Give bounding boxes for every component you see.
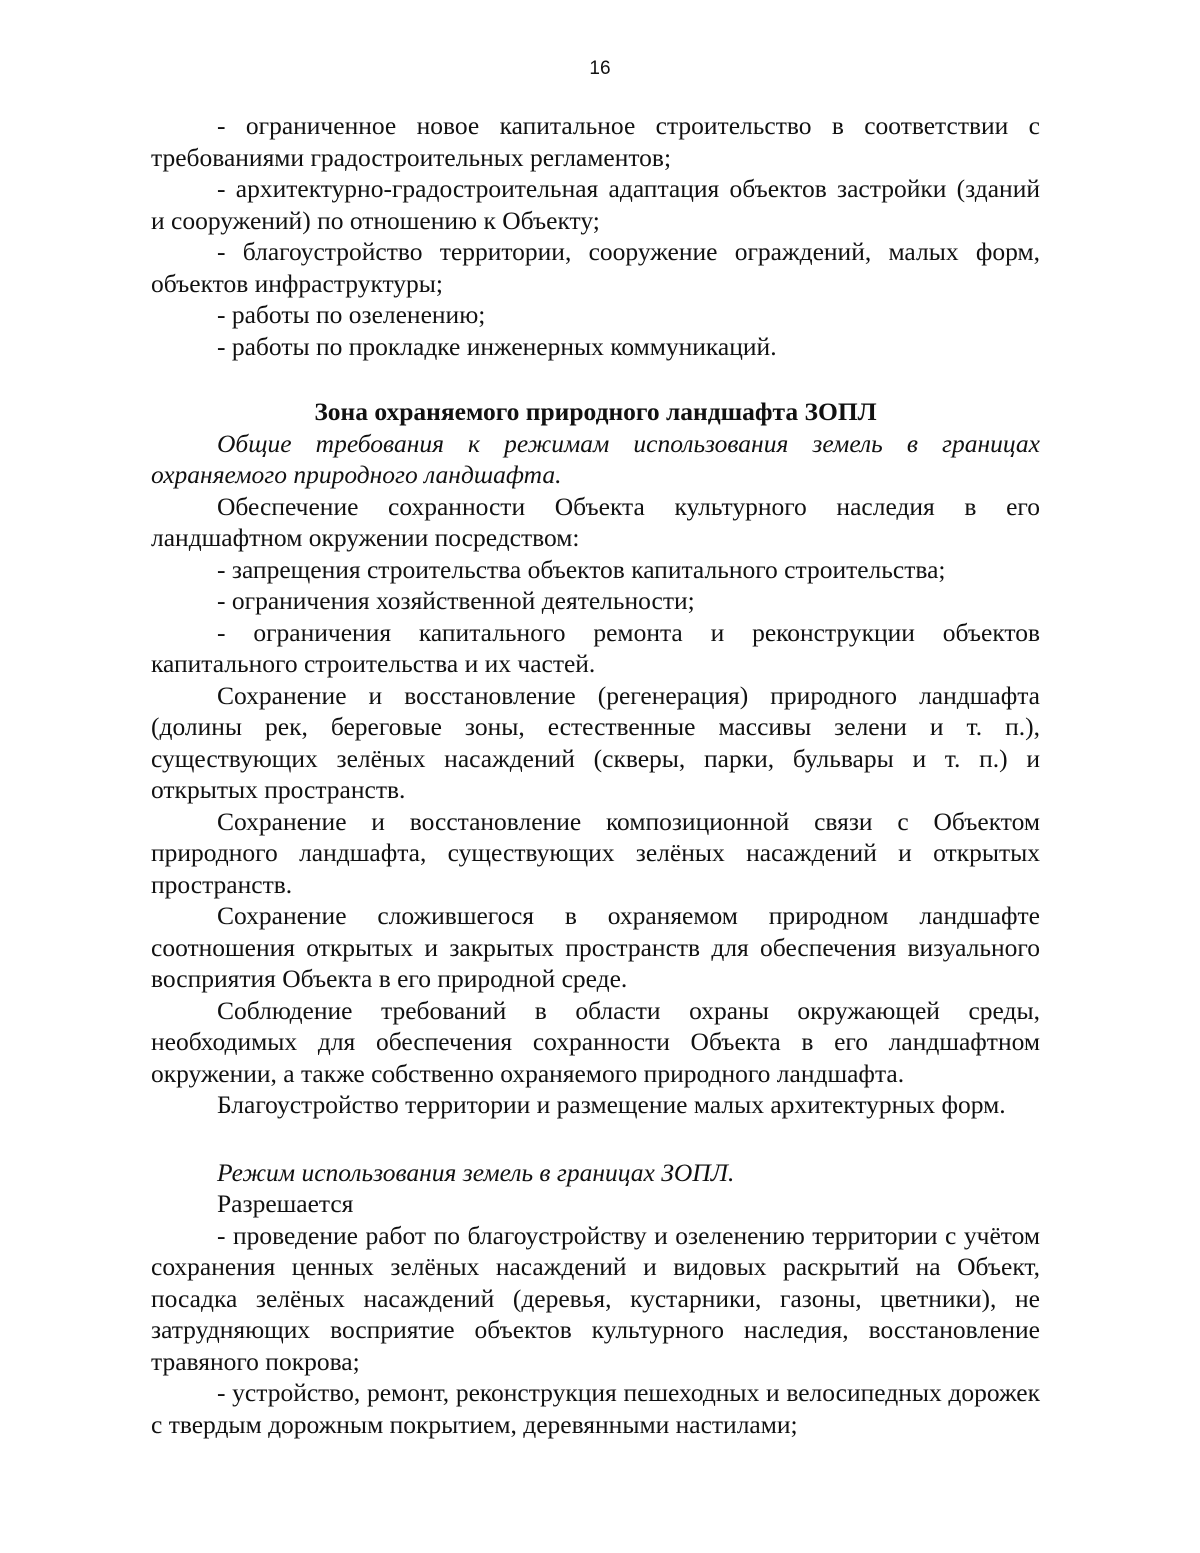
paragraph: Соблюдение требований в области охраны окружающей среды, необходимых для обеспечения сохранности Объекта в его ландшафтном окружении, а также собственно охраняемого природного ландшафта.: [151, 995, 1040, 1088]
list-item: - работы по прокладке инженерных коммуникаций.: [217, 331, 777, 361]
paragraph: Сохранение и восстановление композиционной связи с Объектом природного ландшафта, существующих зелёных насаждений и открытых пространств.: [151, 806, 1040, 899]
page-number: 16: [589, 58, 611, 79]
general-requirements-subheading: Общие требования к режимам использования земель в границах охраняемого природного ландшафта.: [151, 428, 1040, 489]
list-item: - ограничения капитального ремонта и реконструкции объектов капитального строительства и их частей.: [151, 617, 1040, 678]
list-item: - устройство, ремонт, реконструкция пешеходных и велосипедных дорожек с твердым дорожным покрытием, деревянными настилами;: [151, 1378, 1040, 1439]
document-body: [151, 110, 1040, 1440]
list-item: - ограничения хозяйственной деятельности;: [217, 586, 695, 615]
paragraph: Сохранение сложившегося в охраняемом природном ландшафте соотношения открытых и закрытых пространств для обеспечения визуального восприятия Объекта в его природной среде.: [151, 901, 1040, 993]
list-item: - работы по озеленению;: [217, 300, 486, 329]
list-item: - ограниченное новое капитальное строительство в соответствии с требованиями градостроительных регламентов;: [151, 111, 1040, 172]
list-item: - запрещения строительства объектов капитального строительства;: [217, 554, 946, 584]
list-item: - проведение работ по благоустройству и озеленению территории с учётом сохранения ценных зелёных насаждений и видовых раскрытий на Объект, посадка зелёных насаждений (деревья, кустарники, газоны, цветники), не затрудняющих восприятие объектов культурного наследия, восстановление травяного покрова;: [151, 1220, 1040, 1376]
section-heading: Зона охраняемого природного ландшафта ЗОПЛ: [314, 397, 877, 426]
paragraph: Обеспечение сохранности Объекта культурного наследия в его ландшафтном окружении посредством:: [151, 491, 1040, 552]
list-item: - благоустройство территории, сооружение ограждений, малых форм, объектов инфраструктуры;: [151, 237, 1040, 298]
regime-subheading: Режим использования земель в границах ЗОПЛ.: [217, 1157, 735, 1187]
list-item: - архитектурно-градостроительная адаптация объектов застройки (зданий и сооружений) по отношению к Объекту;: [151, 174, 1040, 235]
paragraph: Благоустройство территории и размещение малых архитектурных форм.: [217, 1090, 1006, 1119]
paragraph: Сохранение и восстановление (регенерация) природного ландшафта (долины рек, береговые зоны, естественные массивы зелени и т. п.), существующих зелёных насаждений (скверы, парки, бульвары и т. п.) и открытых пространств.: [151, 680, 1040, 804]
allowed-label: Разрешается: [217, 1189, 354, 1218]
